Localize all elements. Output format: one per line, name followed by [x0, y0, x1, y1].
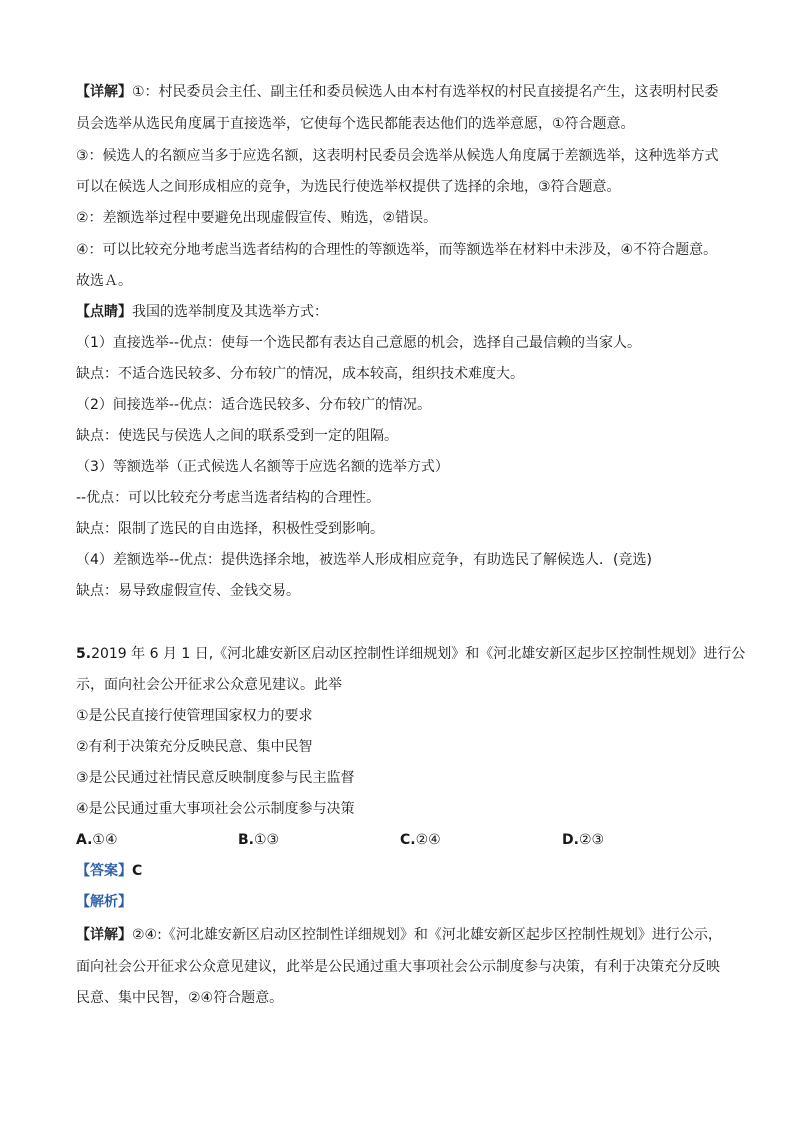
option-d-value: ②③	[578, 832, 605, 848]
question-stem-text: 2019 年 6 月 1 日,《河北雄安新区启动区控制性详细规划》和《河北雄安新区起步区控制性规划》进行公	[91, 646, 746, 662]
option-c-key: C.	[400, 832, 416, 848]
question-5-stem-line-1	[76, 644, 746, 664]
answer-line	[76, 861, 726, 881]
explanation-line-5: ②：差额选举过程中要避免出现虚假宣传、贿选，②错误。	[76, 210, 438, 226]
statement-1: ①是公民直接行使管理国家权力的要求	[76, 708, 313, 724]
option-a-key: A.	[76, 832, 93, 848]
detail-line-1	[76, 925, 726, 945]
option-b	[238, 830, 279, 850]
explanation-line-3: ③：候选人的名额应当多于应选名额，这表明村民委员会选举从候选人角度属于差额选举，这种选举方式	[76, 148, 719, 164]
dianjing-line-6: --优点：可以比较充分考虑当选者结构的合理性。	[76, 490, 381, 506]
dianjing-line-2: 缺点：不适合选民较多、分布较广的情况，成本较高，组织技术难度大。	[76, 366, 524, 382]
dianjing-line-1: （1）直接选举--优点：使每一个选民都有表达自己意愿的机会，选择自己最信赖的当家人。	[76, 335, 642, 351]
explanation-text: ①：村民委员会主任、副主任和委员候选人由本村有选举权的村民直接提名产生，这表明村民委	[132, 84, 719, 100]
explanation-line-7: 故选Ａ。	[76, 273, 132, 289]
dianjing-line-4: 缺点：使选民与侯选人之间的联系受到一定的阻隔。	[76, 428, 398, 444]
answer-tag: 【答案】	[76, 863, 132, 879]
question-5-stem-line-2: 示，面向社会公开征求公众意见建议。此举	[76, 677, 342, 693]
option-b-value: ①③	[254, 832, 280, 848]
option-a-value: ①④	[92, 832, 118, 848]
option-d	[562, 830, 604, 850]
statement-3: ③是公民通过社情民意反映制度参与民主监督	[76, 770, 355, 786]
explanation-line-6: ④：可以比较充分地考虑当选者结构的合理性的等额选举，而等额选举在材料中未涉及，④不符合题意。	[76, 242, 718, 258]
dianjing-title	[76, 302, 726, 322]
explanation-line-1	[76, 82, 726, 102]
dianjing-line-3: （2）间接选举--优点：适合选民较多、分布较广的情况。	[76, 397, 432, 413]
dianjing-tag: 【点睛】	[76, 304, 132, 320]
detail-tag-2: 【详解】	[76, 927, 132, 943]
detail-text: ②④:《河北雄安新区启动区控制性详细规划》和《河北雄安新区起步区控制性规划》进行公示，	[132, 927, 722, 943]
detail-line-2: 面向社会公开征求公众意见建议，此举是公民通过重大事项社会公示制度参与决策，有利于决策充分反映	[76, 959, 720, 975]
option-c	[400, 830, 441, 850]
dianjing-title-text: 我国的选举制度及其选举方式：	[132, 304, 328, 320]
analysis-line	[76, 892, 726, 912]
option-d-key: D.	[562, 832, 579, 848]
dianjing-line-8: （4）差额选举--优点：提供选择余地，被选举人形成相应竞争，有助选民了解候选人．(竞选)	[76, 552, 652, 568]
answer-value: C	[132, 863, 143, 879]
statement-4: ④是公民通过重大事项社会公示制度参与决策	[76, 801, 355, 817]
dianjing-line-9: 缺点：易导致虚假宣传、金钱交易。	[76, 583, 300, 599]
statement-2: ②有利于决策充分反映民意、集中民智	[76, 739, 313, 755]
dianjing-line-5: （3）等额选举（正式候选人名额等于应选名额的选举方式）	[76, 459, 449, 475]
option-c-value: ②④	[415, 832, 441, 848]
option-a	[76, 830, 118, 850]
detail-tag: 【详解】	[76, 84, 132, 100]
dianjing-line-7: 缺点：限制了选民的自由选择，积极性受到影响。	[76, 521, 384, 537]
detail-line-3: 民意、集中民智，②④符合题意。	[76, 990, 284, 1006]
analysis-tag: 【解析】	[76, 894, 132, 910]
explanation-line-4: 可以在候选人之间形成相应的竞争，为选民行使选举权提供了选择的余地，③符合题意。	[76, 179, 621, 195]
option-b-key: B.	[238, 832, 254, 848]
question-number: 5.	[76, 646, 92, 662]
explanation-line-2: 员会选举从选民角度属于直接选举，它使每个选民都能表达他们的选举意愿，①符合题意。	[76, 116, 635, 132]
